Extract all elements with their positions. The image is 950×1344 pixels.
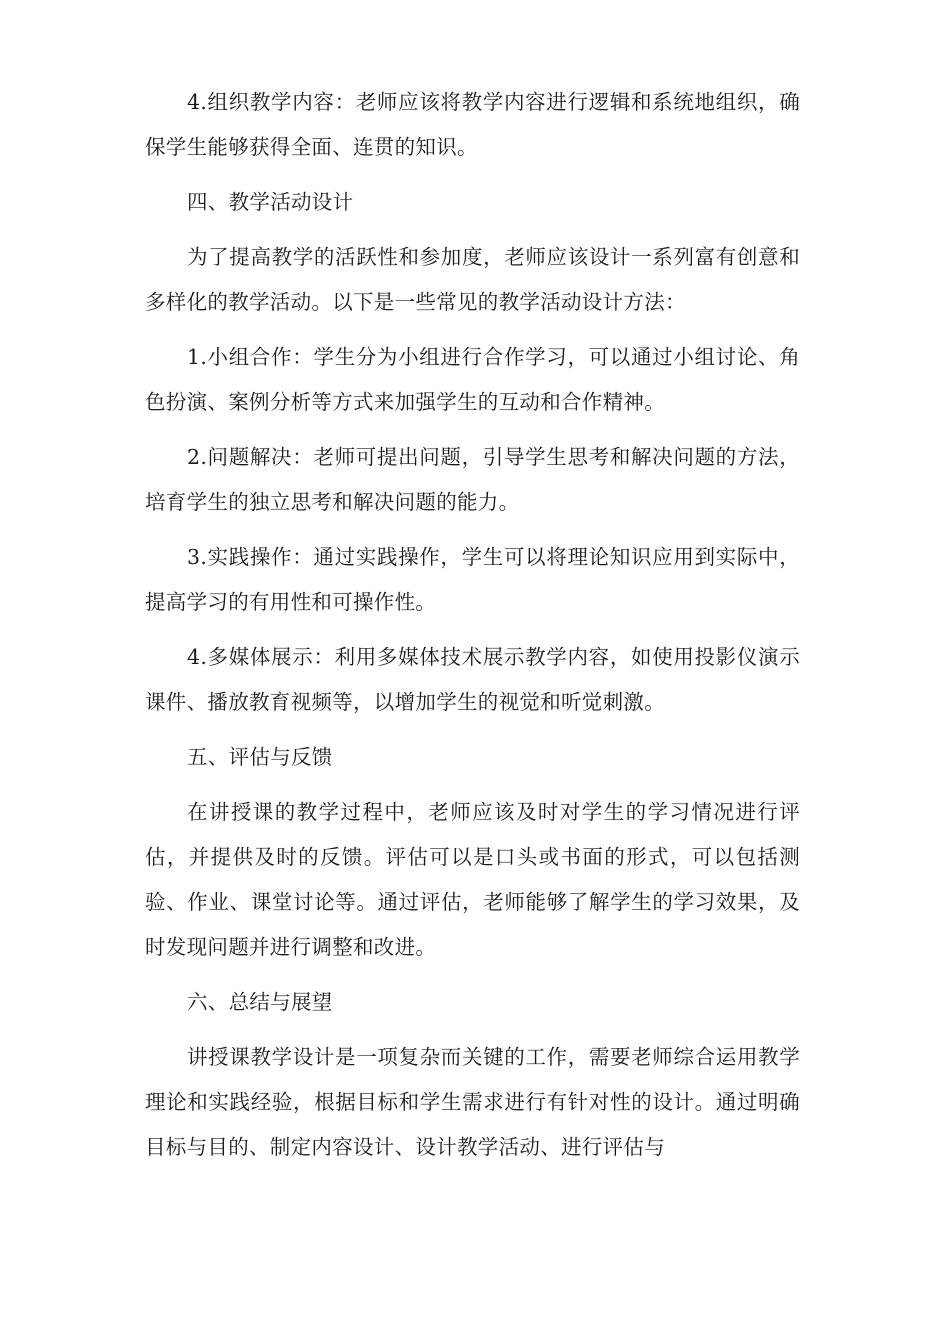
paragraph-problem-solving: 2.问题解决：老师可提出问题，引导学生思考和解决问题的方法，培育学生的独立思考和解决问题的能力。 (145, 445, 800, 514)
paragraph-group-cooperation: 1.小组合作：学生分为小组进行合作学习，可以通过小组讨论、角色扮演、案例分析等方式来加强学生的互动和合作精神。 (145, 345, 800, 414)
paragraph-activity-intro: 为了提高教学的活跃性和参加度，老师应该设计一系列富有创意和多样化的教学活动。以下是一些常见的教学活动设计方法： (145, 245, 800, 314)
paragraph-evaluation: 在讲授课的教学过程中，老师应该及时对学生的学习情况进行评估，并提供及时的反馈。评估可以是口头或书面的形式，可以包括测验、作业、课堂讨论等。通过评估，老师能够了解学生的学习效果，及时发现问题并进行调整和改进。 (145, 800, 800, 959)
section-heading-evaluation: 五、评估与反馈 (187, 745, 333, 769)
section-heading-summary: 六、总结与展望 (187, 990, 333, 1014)
section-heading-activity-design: 四、教学活动设计 (187, 190, 354, 214)
paragraph-multimedia: 4.多媒体展示：利用多媒体技术展示教学内容，如使用投影仪演示课件、播放教育视频等，以增加学生的视觉和听觉刺激。 (145, 645, 800, 714)
paragraph-summary: 讲授课教学设计是一项复杂而关键的工作，需要老师综合运用教学理论和实践经验，根据目标和学生需求进行有针对性的设计。通过明确目标与目的、制定内容设计、设计教学活动、进行评估与 (145, 1045, 800, 1159)
paragraph-organize-content: 4.组织教学内容：老师应该将教学内容进行逻辑和系统地组织，确保学生能够获得全面、连贯的知识。 (145, 90, 800, 159)
paragraph-practice-operation: 3.实践操作：通过实践操作，学生可以将理论知识应用到实际中，提高学习的有用性和可操作性。 (145, 545, 800, 614)
